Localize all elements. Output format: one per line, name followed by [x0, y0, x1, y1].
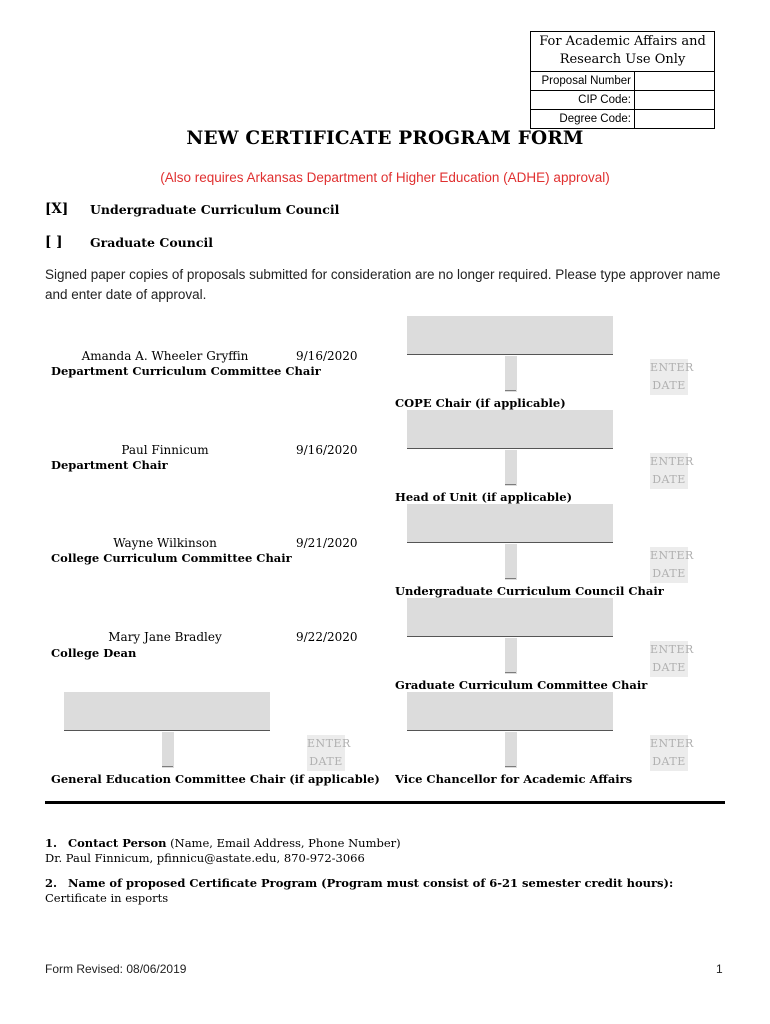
vc-date-field[interactable] — [650, 735, 694, 771]
contact-person-title: Contact Person — [67, 836, 167, 850]
ucc-chair-name-field[interactable] — [407, 504, 613, 543]
hou-date-text: DATE — [652, 473, 686, 486]
instructions-text: Signed paper copies of proposals submitted for consideration are no longer required. Please type approver name and enter date of approval. — [45, 267, 721, 302]
form-title: NEW CERTIFICATE PROGRAM FORM — [186, 128, 584, 149]
gcc-chair-role: Graduate Curriculum Committee Chair — [395, 678, 648, 692]
ucc-checkbox[interactable]: [X] — [45, 201, 69, 217]
gened-date-text: DATE — [309, 755, 343, 768]
gen-ed-chair-dash: __ — [162, 754, 173, 767]
ucc-chair-dash: __ — [505, 566, 516, 579]
dept-chair-date[interactable]: 9/16/2020 — [296, 443, 358, 457]
office-use-heading: For Academic Affairs and Research Use Only — [531, 32, 714, 72]
form-revised-footer: Form Revised: 08/06/2019 — [45, 962, 187, 976]
vc-date-text: DATE — [652, 755, 686, 768]
cope-chair-name-field[interactable] — [407, 316, 613, 355]
ucc-date-text: DATE — [652, 567, 686, 580]
proposal-number-row — [531, 72, 714, 91]
program-name-number: 2. — [45, 876, 58, 890]
college-dean-role: College Dean — [51, 646, 137, 660]
contact-person-number: 1. — [45, 836, 58, 850]
degree-code-row — [531, 110, 714, 128]
gcc-chair-dash: __ — [505, 660, 516, 673]
cope-chair-role: COPE Chair (if applicable) — [395, 396, 566, 410]
vc-role: Vice Chancellor for Academic Affairs — [395, 772, 633, 786]
gen-ed-chair-role: General Education Committee Chair (if applicable) — [51, 772, 380, 786]
program-name-heading — [45, 876, 673, 890]
ucc-chair-role: Undergraduate Curriculum Council Chair — [395, 584, 664, 598]
form-subtitle: (Also requires Arkansas Department of Higher Education (ADHE) approval) — [160, 170, 610, 185]
degree-code-field[interactable] — [635, 110, 714, 128]
cip-code-row — [531, 91, 714, 110]
cope-date-text: DATE — [652, 379, 686, 392]
gen-ed-chair-name-field[interactable] — [64, 692, 270, 731]
program-name-value[interactable]: Certificate in esports — [45, 891, 169, 905]
ucc-chair-date-field[interactable] — [650, 547, 694, 583]
head-of-unit-dash: __ — [505, 472, 516, 485]
page-number: 1 — [716, 962, 723, 976]
ucc-label: Undergraduate Curriculum Council — [90, 202, 340, 217]
gcc-chair-date-field[interactable] — [650, 641, 694, 677]
cope-chair-dash: __ — [505, 378, 516, 391]
head-of-unit-date-field[interactable] — [650, 453, 694, 489]
hou-enter-text: ENTER — [650, 455, 694, 468]
cip-code-label: CIP Code: — [531, 91, 635, 109]
gcc-chair-name-field[interactable] — [407, 598, 613, 637]
gc-checkbox[interactable]: [ ] — [45, 234, 63, 250]
vc-enter-text: ENTER — [650, 737, 694, 750]
cope-enter-text: ENTER — [650, 361, 694, 374]
office-use-box — [530, 31, 715, 129]
college-curriculum-chair-date[interactable]: 9/21/2020 — [296, 536, 358, 550]
head-of-unit-role: Head of Unit (if applicable) — [395, 490, 573, 504]
program-name-title: Name of proposed Certificate Program (Program must consist of 6-21 semester credit hours): — [67, 876, 674, 890]
degree-code-label: Degree Code: — [531, 110, 635, 128]
dept-curriculum-chair-name[interactable]: Amanda A. Wheeler Gryffin — [81, 349, 249, 363]
gc-label: Graduate Council — [90, 235, 213, 250]
ucc-enter-text: ENTER — [650, 549, 694, 562]
contact-person-heading — [45, 836, 401, 850]
head-of-unit-name-field[interactable] — [407, 410, 613, 449]
section-divider — [45, 801, 725, 804]
gen-ed-chair-date-field[interactable] — [307, 735, 351, 771]
dept-chair-name[interactable]: Paul Finnicum — [121, 443, 209, 457]
cip-code-field[interactable] — [635, 91, 714, 109]
dept-curriculum-chair-role: Department Curriculum Committee Chair — [51, 364, 321, 378]
contact-person-note: (Name, Email Address, Phone Number) — [170, 836, 401, 850]
cope-chair-date-field[interactable] — [650, 359, 694, 395]
vc-dash: __ — [505, 754, 516, 767]
dept-curriculum-chair-date[interactable]: 9/16/2020 — [296, 349, 358, 363]
contact-person-value[interactable]: Dr. Paul Finnicum, pfinnicu@astate.edu, 870-972-3066 — [45, 851, 365, 865]
college-curriculum-chair-name[interactable]: Wayne Wilkinson — [113, 536, 217, 550]
proposal-number-label: Proposal Number — [531, 72, 635, 90]
vc-name-field[interactable] — [407, 692, 613, 731]
dept-chair-role: Department Chair — [51, 458, 168, 472]
gcc-date-text: DATE — [652, 661, 686, 674]
college-dean-name[interactable]: Mary Jane Bradley — [108, 630, 222, 644]
proposal-number-field[interactable] — [635, 72, 714, 90]
college-dean-date[interactable]: 9/22/2020 — [296, 630, 358, 644]
college-curriculum-chair-role: College Curriculum Committee Chair — [51, 551, 292, 565]
gcc-enter-text: ENTER — [650, 643, 694, 656]
gened-enter-text: ENTER — [307, 737, 351, 750]
